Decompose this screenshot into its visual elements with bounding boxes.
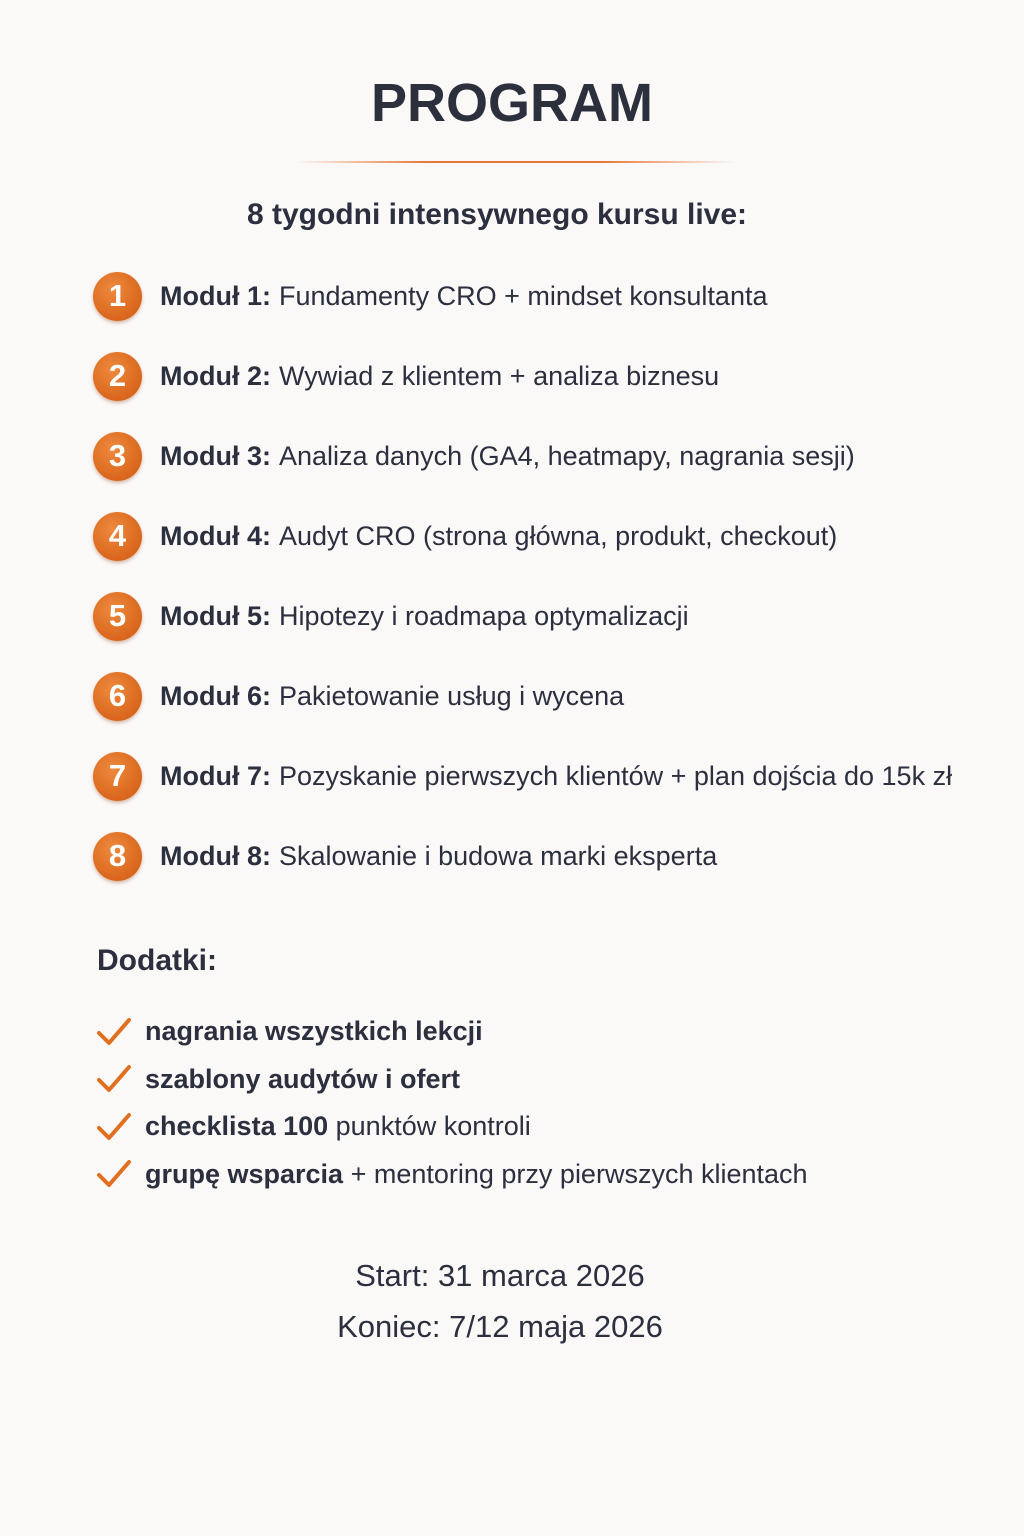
- module-text: Pozyskanie pierwszych klientów + plan dojścia do 15k zł: [278, 760, 953, 791]
- module-item: [93, 832, 952, 912]
- extra-item: [96, 1151, 808, 1199]
- module-label: Moduł 4:: [160, 520, 271, 551]
- end-date: Koniec: 7/12 maja 2026: [337, 1309, 663, 1344]
- module-text: Pakietowanie usług i wycena: [278, 680, 625, 711]
- number-badge: 3: [93, 432, 142, 481]
- extra-bold: grupę wsparcia: [145, 1158, 344, 1189]
- extra-item: [96, 1056, 808, 1104]
- module-list: [93, 272, 952, 912]
- extra-bold: nagrania wszystkich lekcji: [145, 1016, 483, 1047]
- subtitle: 8 tygodni intensywnego kursu live:: [246, 198, 748, 231]
- extra-bold: checklista 100: [145, 1111, 329, 1142]
- number-badge: 1: [93, 272, 142, 321]
- module-text: Fundamenty CRO + mindset konsultanta: [278, 280, 768, 311]
- module-text: Hipotezy i roadmapa optymalizacji: [278, 600, 689, 631]
- extra-bold: szablony audytów i ofert: [145, 1063, 461, 1094]
- extra-rest: + mentoring przy pierwszych klientach: [343, 1158, 808, 1189]
- extra-item: [96, 1103, 808, 1151]
- module-label: Moduł 8:: [160, 840, 271, 871]
- extras-list: [96, 1008, 808, 1198]
- title-divider: [295, 161, 735, 163]
- checkmark-icon: [96, 1064, 132, 1094]
- extras-heading: Dodatki:: [97, 944, 217, 977]
- module-item: [93, 352, 952, 432]
- module-label: Moduł 6:: [160, 680, 271, 711]
- module-item: [93, 592, 952, 672]
- number-badge: 8: [93, 832, 142, 881]
- checkmark-icon: [96, 1112, 132, 1142]
- module-text: Audyt CRO (strona główna, produkt, checkout): [278, 520, 838, 551]
- module-item: [93, 272, 952, 352]
- dates: [0, 1258, 1000, 1360]
- module-label: Moduł 5:: [160, 600, 271, 631]
- module-label: Moduł 3:: [160, 440, 271, 471]
- extra-item: [96, 1008, 808, 1056]
- number-badge: 4: [93, 512, 142, 561]
- extra-rest: punktów kontroli: [328, 1111, 531, 1142]
- module-text: Analiza danych (GA4, heatmapy, nagrania sesji): [278, 440, 855, 471]
- number-badge: 2: [93, 352, 142, 401]
- module-item: [93, 512, 952, 592]
- start-date: Start: 31 marca 2026: [355, 1258, 645, 1293]
- number-badge: 7: [93, 752, 142, 801]
- module-item: [93, 752, 952, 832]
- module-item: [93, 672, 952, 752]
- module-text: Skalowanie i budowa marki eksperta: [278, 840, 718, 871]
- module-label: Moduł 7:: [160, 760, 271, 791]
- page-title: PROGRAM: [371, 73, 653, 133]
- checkmark-icon: [96, 1159, 132, 1189]
- module-label: Moduł 1:: [160, 280, 271, 311]
- number-badge: 6: [93, 672, 142, 721]
- module-label: Moduł 2:: [160, 360, 271, 391]
- number-badge: 5: [93, 592, 142, 641]
- checkmark-icon: [96, 1017, 132, 1047]
- module-item: [93, 432, 952, 512]
- module-text: Wywiad z klientem + analiza biznesu: [278, 360, 720, 391]
